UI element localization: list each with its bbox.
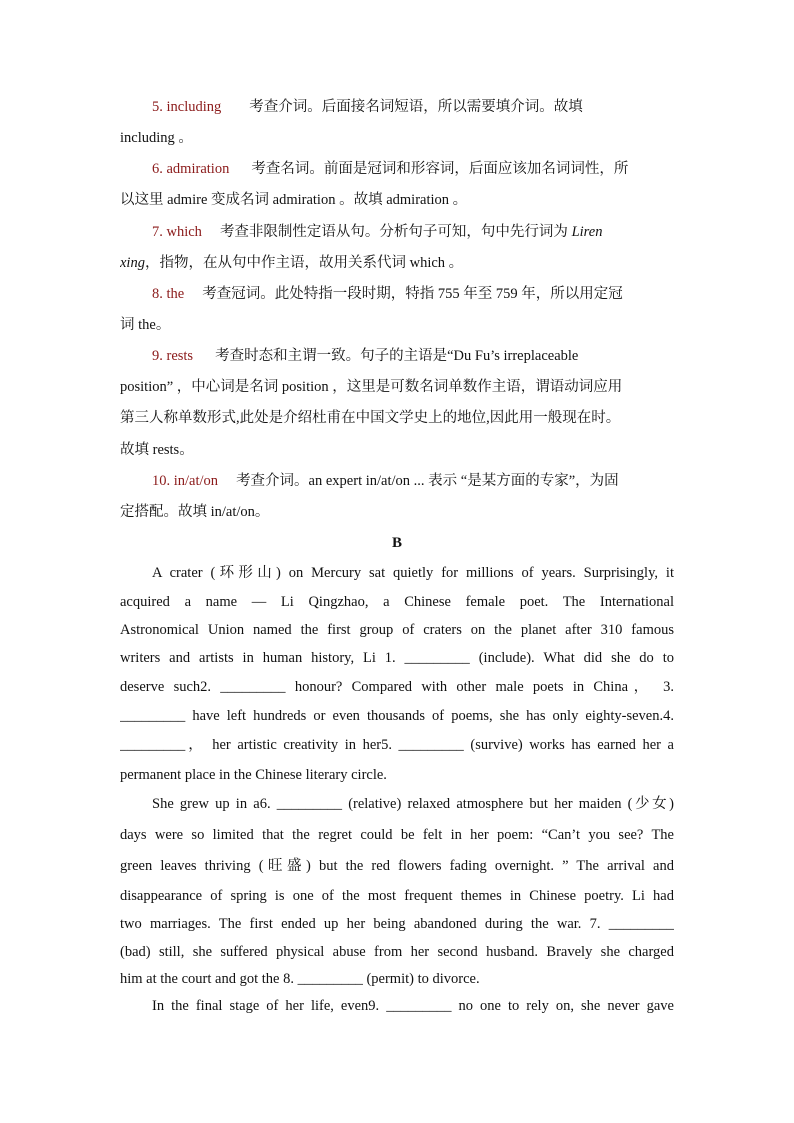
answer-9-text: 考查时态和主谓一致。句子的主语是“Du Fu’s irreplaceable [215, 348, 579, 364]
answer-10-key: 10. in/at/on [152, 473, 219, 489]
passage-p3-line-1: In the final stage of her life, even9. _________ no one to rely on, she never gave [152, 998, 674, 1014]
passage-p2-line-2: days were so limited that the regret could be felt in her poem: “Can’t you see? The [120, 827, 674, 843]
answer-9-line-2: position” ，中心词是名词 position ，这里是可数名词单数作主语，谓语动词应用 [120, 379, 623, 395]
passage-p2-line-3: green leaves thriving (旺盛) but the red flowers fading overnight. ” The arrival and [120, 858, 674, 874]
answer-10-text: 考查介词。an expert in/at/on ... 表示 “是某方面的专家”，为固 [236, 473, 619, 489]
answer-9-line-3: 第三人称单数形式,此处是介绍杜甫在中国文学史上的地位,因此用一般现在时。 [120, 410, 621, 426]
passage-p1-line-3: Astronomical Union named the first group of craters on the planet after 310 famous [120, 622, 674, 638]
passage-p1-line-6: _________ have left hundreds or even thousands of poems, she has only eighty-seven.4. [120, 708, 674, 724]
passage-p2-line-6: (bad) still, she suffered physical abuse from her second husband. Bravely she charged [120, 944, 674, 960]
answer-5-key: 5. including [152, 99, 222, 115]
answer-6-line-2: 以这里 admire 变成名词 admiration 。故填 admiration 。 [120, 192, 468, 208]
answer-6-key: 6. admiration [152, 161, 230, 177]
passage-p1-line-5: deserve such2. _________ honour? Compared with other male poets in China， 3. [120, 679, 674, 695]
answer-7-line-1 [152, 222, 674, 242]
answer-7-text: 考查非限制性定语从句。分析句子可知，句中先行词为 [219, 224, 568, 240]
answer-8-line-2: 词 the。 [120, 317, 171, 333]
answer-9-key: 9. rests [152, 348, 194, 364]
answer-6-text: 考查名词。前面是冠词和形容词，后面应该加名词词性，所 [251, 161, 629, 177]
answer-6-line-1 [152, 159, 674, 179]
answer-10-line-1 [152, 471, 674, 491]
passage-p1-line-8: permanent place in the Chinese literary circle. [120, 767, 387, 783]
answer-7-line-2 [120, 253, 674, 273]
answer-7-term-cont: xing [120, 255, 145, 271]
answer-9-line-4: 故填 rests。 [120, 442, 194, 458]
answer-10-line-2: 定搭配。故填 in/at/on。 [120, 504, 270, 520]
answer-8-text: 考查冠词。此处特指一段时期，特指 755 年至 759 年，所以用定冠 [202, 286, 623, 302]
answer-7-key: 7. which [152, 224, 202, 240]
answer-7-term: Liren [571, 224, 603, 240]
passage-p1-line-2: acquired a name — Li Qingzhao, a Chinese female poet. The International [120, 594, 674, 610]
passage-p1-line-7: _________， her artistic creativity in her5. _________ (survive) works has earned her a [120, 737, 674, 753]
answer-5-line-1 [152, 97, 674, 117]
answer-9-line-1 [152, 346, 674, 366]
answer-8-key: 8. the [152, 286, 185, 302]
answer-5-text: 考查介词。后面接名词短语，所以需要填介词。故填 [249, 99, 583, 115]
passage-p2-line-7: him at the court and got the 8. _________ (permit) to divorce. [120, 971, 480, 987]
passage-p2-line-1: She grew up in a6. _________ (relative) relaxed atmosphere but her maiden (少女) [152, 796, 674, 812]
passage-p2-line-4: disappearance of spring is one of the most frequent themes in Chinese poetry. Li had [120, 888, 674, 904]
answer-5-line-2: including 。 [120, 130, 193, 146]
answer-7-text-cont: ，指物，在从句中作主语，故用关系代词 which 。 [144, 255, 464, 271]
passage-p1-line-4: writers and artists in human history, Li 1. _________ (include). What did she do to [120, 650, 674, 666]
answer-8-line-1 [152, 284, 674, 304]
passage-p1-line-1: A crater (环形山) on Mercury sat quietly for millions of years. Surprisingly, it [152, 565, 674, 581]
section-heading: B [391, 535, 402, 551]
passage-p2-line-5: two marriages. The first ended up her being abandoned during the war. 7. _________ [120, 916, 674, 932]
